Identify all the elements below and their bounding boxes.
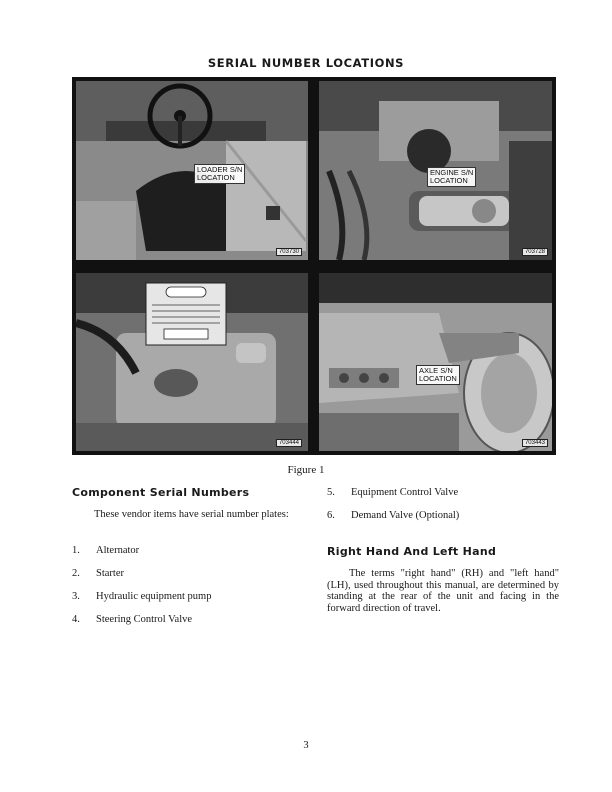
pump-photo-image (76, 273, 308, 451)
list-item-label: Starter (96, 568, 124, 579)
engine-sn-location-label: ENGINE S/N LOCATION (427, 167, 476, 187)
list-item-number: 3. (72, 591, 80, 602)
list-item-label: Steering Control Valve (96, 614, 193, 625)
loader-photo (76, 81, 308, 260)
axle-sn-location-label: AXLE S/N LOCATION (416, 365, 460, 385)
figure-caption: Figure 1 (287, 464, 325, 476)
engine-photo (319, 81, 552, 260)
component-serial-numbers-heading: Component Serial Numbers (72, 486, 250, 499)
loader-photo-number: 703730 (276, 248, 302, 256)
list-item-number: 4. (72, 614, 80, 625)
list-item-number: 6. (327, 510, 335, 521)
right-hand-left-hand-heading: Right Hand And Left Hand (327, 545, 497, 558)
figure-photo-grid (72, 77, 556, 455)
list-item-number: 5. (327, 487, 335, 498)
axle-photo (319, 273, 552, 451)
list-item-label: Equipment Control Valve (351, 487, 459, 498)
engine-photo-number: 703728 (522, 248, 548, 256)
pump-photo-number: 703444 (276, 439, 302, 447)
list-item-label: Alternator (96, 545, 140, 556)
right-hand-left-hand-text: The terms "right hand" (RH) and "left hand" (LH), used throughout this manual, are determined by standing at the rear of the unit and facing in the forward direction of travel. (327, 568, 559, 614)
list-item-label: Demand Valve (Optional) (351, 510, 460, 521)
component-intro-text: These vendor items have serial number plates: (94, 509, 289, 520)
pump-photo (76, 273, 308, 451)
page-title: SERIAL NUMBER LOCATIONS (207, 56, 405, 70)
list-item-number: 1. (72, 545, 80, 556)
loader-sn-location-label: LOADER S/N LOCATION (194, 164, 245, 184)
axle-photo-number: 703443 (522, 439, 548, 447)
list-item-number: 2. (72, 568, 80, 579)
page-number: 3 (303, 740, 309, 751)
axle-photo-image (319, 273, 552, 451)
list-item-label: Hydraulic equipment pump (96, 591, 212, 602)
loader-photo-image (76, 81, 308, 260)
